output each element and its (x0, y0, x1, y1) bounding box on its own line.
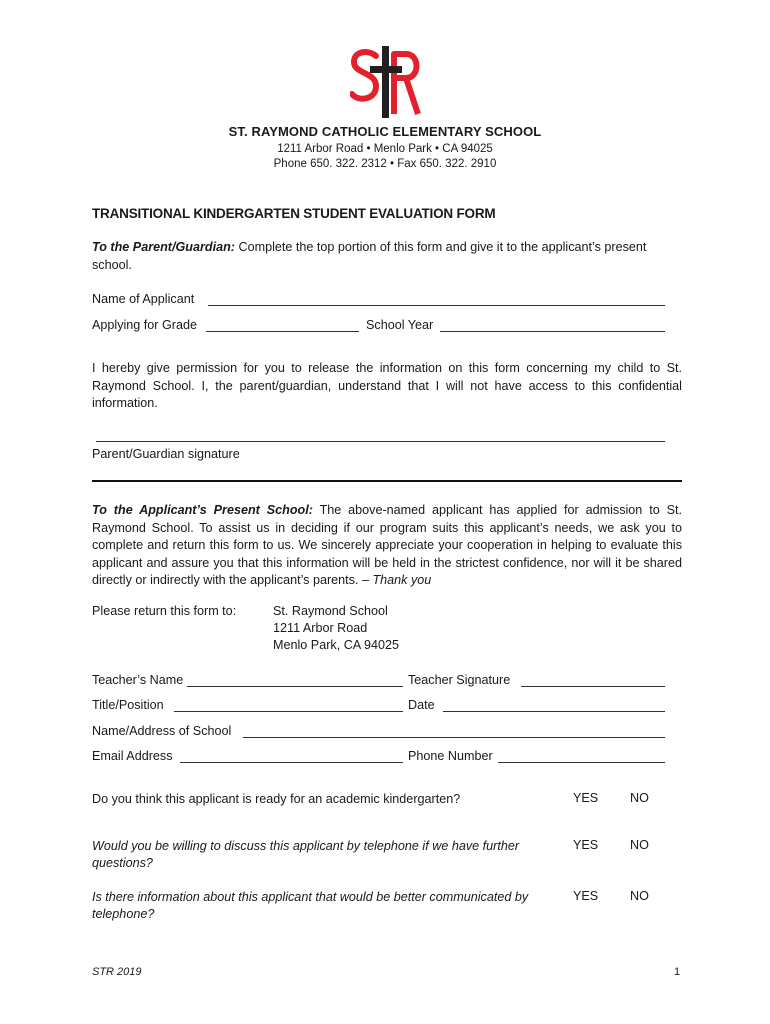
page-number: 1 (674, 966, 681, 978)
parent-intro-text: Complete the top portion of this form and give it to the applicant’s present school. (92, 240, 647, 272)
teacher-name-label: Teacher’s Name (92, 673, 184, 687)
phone-number-field[interactable] (498, 762, 665, 763)
school-intro (92, 502, 682, 590)
date-field[interactable] (443, 711, 665, 712)
return-label: Please return this form to: (92, 604, 237, 618)
parent-signature-field[interactable] (96, 441, 665, 442)
teacher-signature-field[interactable] (521, 686, 665, 687)
title-position-label: Title/Position (92, 698, 164, 712)
logo-text: STR (350, 44, 352, 45)
email-address-field[interactable] (180, 762, 403, 763)
teacher-signature-label: Teacher Signature (408, 673, 511, 687)
title-position-field[interactable] (174, 711, 403, 712)
question-1-yes[interactable]: YES (573, 791, 599, 805)
name-address-school-label: Name/Address of School (92, 724, 232, 738)
question-2: Would you be willing to discuss this applicant by telephone if we have further questions? (92, 839, 520, 870)
school-year-field[interactable] (440, 331, 665, 332)
date-label: Date (408, 698, 435, 712)
applying-for-grade-field[interactable] (206, 331, 359, 332)
school-address: 1211 Arbor Road • Menlo Park • CA 94025 (277, 143, 493, 155)
question-1-no[interactable]: NO (630, 791, 649, 805)
parent-signature-label: Parent/Guardian signature (92, 447, 240, 461)
form-title: TRANSITIONAL KINDERGARTEN STUDENT EVALUATION FORM (92, 206, 496, 221)
school-intro-text: The above-named applicant has applied for admission to St. Raymond School. To assist us in deciding if our program suits this applicant’s needs, we ask you to complete and return this form to us. We sincerely appreciate your cooperation in helping to evaluate this applicant and assure you that this information will be held in the strictest confidence, nor will it be shared directly or indirectly with the applicant’s parents. (92, 503, 682, 587)
name-of-applicant-label: Name of Applicant (92, 292, 195, 306)
parent-intro (92, 239, 682, 274)
return-name: St. Raymond School (273, 604, 388, 618)
parent-intro-label: To the Parent/Guardian: (92, 240, 235, 254)
section-divider (92, 480, 682, 482)
school-phone-fax: Phone 650. 322. 2312 • Fax 650. 322. 2910 (273, 158, 497, 170)
permission-text: I hereby give permission for you to release the information on this form concerning my child to St. Raymond School. I, the parent/guardian, understand that I will not have access to this confidential information. (92, 361, 682, 410)
question-1: Do you think this applicant is ready for an academic kindergarten? (92, 792, 461, 806)
name-address-school-field[interactable] (243, 737, 665, 738)
applying-for-grade-label: Applying for Grade (92, 318, 198, 332)
phone-number-label: Phone Number (408, 749, 493, 763)
return-city: Menlo Park, CA 94025 (273, 638, 400, 652)
footer-code: STR 2019 (92, 966, 142, 978)
teacher-name-field[interactable] (187, 686, 403, 687)
question-2-no[interactable]: NO (630, 838, 649, 852)
school-logo (350, 44, 422, 120)
school-year-label: School Year (366, 318, 434, 332)
school-name: ST. RAYMOND CATHOLIC ELEMENTARY SCHOOL (228, 124, 542, 139)
question-3-yes[interactable]: YES (573, 889, 599, 903)
email-address-label: Email Address (92, 749, 173, 763)
question-3-no[interactable]: NO (630, 889, 649, 903)
question-3: Is there information about this applicant that would be better communicated by telephone? (92, 890, 529, 921)
thank-you: – Thank you (361, 573, 432, 587)
school-intro-label: To the Applicant’s Present School: (92, 503, 313, 517)
question-2-yes[interactable]: YES (573, 838, 599, 852)
return-street: 1211 Arbor Road (273, 621, 368, 635)
name-of-applicant-field[interactable] (208, 305, 665, 306)
